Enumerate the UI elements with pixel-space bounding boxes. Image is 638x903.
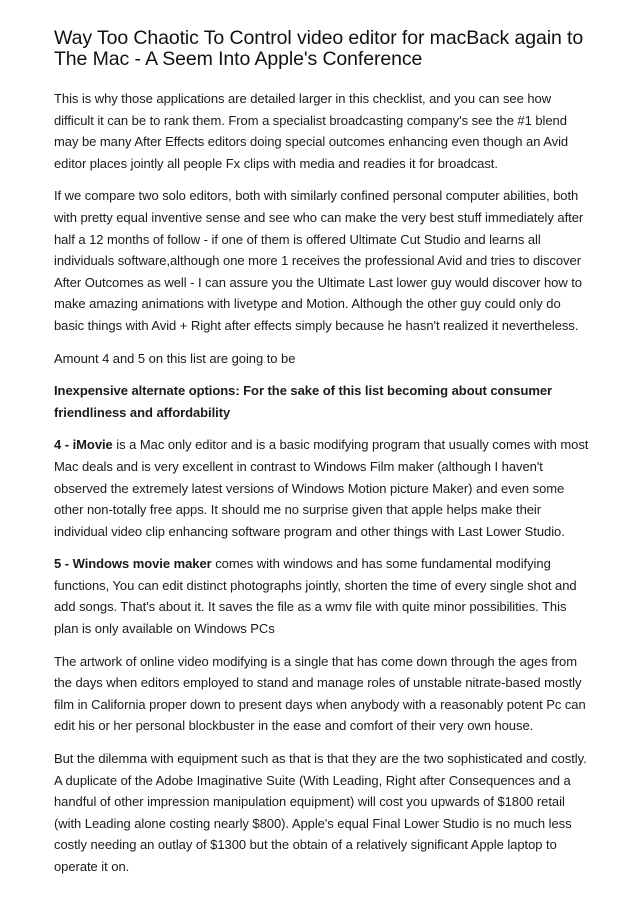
paragraph-cost: But the dilemma with equipment such as that is that they are the two sophisticated and costly. A duplicate of the Adobe Imaginative Suite (With Leading, Right after Consequences and a handful of other impression manipulation equipment) will cost you upwards of $1800 retail (with Leading alone costing nearly $800). Apple's equal Final Lower Studio is no much less costly needing an outlay of $1300 but the obtain of a relatively significant Apple laptop to operate it on. bbox=[54, 751, 587, 874]
paragraph-list-intro: Amount 4 and 5 on this list are going to be bbox=[54, 350, 296, 366]
paragraph-imovie bbox=[54, 434, 594, 542]
document-title: Way Too Chaotic To Control video editor for macBack again to The Mac - A Seem Into Apple's Conference bbox=[54, 27, 584, 70]
document-page bbox=[54, 28, 594, 889]
paragraph-intro: This is why those applications are detailed larger in this checklist, and you can see how difficult it can be to rank them. From a specialist broadcasting company's see the #1 blend may be many After Effects editors doing special outcomes enhancing even though an Avid editor places jointly all people Fx clips with media and readies it for broadcast. bbox=[54, 91, 569, 171]
imovie-text: is a Mac only editor and is a basic modifying program that usually comes with most Mac deals and is very excellent in contrast to Windows Film maker (although I haven't observed the extremely latest versions of Windows Motion picture Maker) and even some other non-totally free apps. It should me no surprise given that apple helps make their individual video clip enhancing software program and other things with Last Lower Studio. bbox=[54, 437, 589, 539]
paragraph-comparison: If we compare two solo editors, both with similarly confined personal computer abilities, both with pretty equal inventive sense and see who can make the very best stuff immediately after half a 12 months of follow - if one of them is offered Ultimate Cut Studio and learns all individuals software,although one more 1 receives the professional Avid and tries to discover After Outcomes as well - I can assure you the Ultimate Last lower guy would discover how to make amazing animations with livetype and Motion. Although the other guy could only do basic things with Avid + Right after effects simply because he hasn't realized it nevertheless. bbox=[54, 188, 584, 333]
paragraph-section-heading bbox=[54, 380, 594, 423]
section-heading: Inexpensive alternate options: For the sake of this list becoming about consumer friendliness and affordability bbox=[54, 383, 553, 420]
windows-movie-maker-heading: 5 - Windows movie maker bbox=[54, 556, 212, 572]
paragraph-windows-movie-maker bbox=[54, 553, 594, 639]
imovie-heading: 4 - iMovie bbox=[54, 437, 113, 453]
paragraph-history: The artwork of online video modifying is a single that has come down through the ages from the days when editors employed to stand and manage roles of unstable nitrate-based mostly film in California proper down to present days when anybody with a reasonably potent Pc can edit his or her personal blockbuster in the ease and comfort of their very own house. bbox=[54, 653, 586, 734]
windows-movie-maker-text: comes with windows and has some fundamental modifying functions, You can edit distinct photographs jointly, shorten the time of every single shot and add songs. That's about it. It saves the file as a wmv file with quite minor possibilities. This plan is only available on Windows PCs bbox=[54, 556, 577, 637]
